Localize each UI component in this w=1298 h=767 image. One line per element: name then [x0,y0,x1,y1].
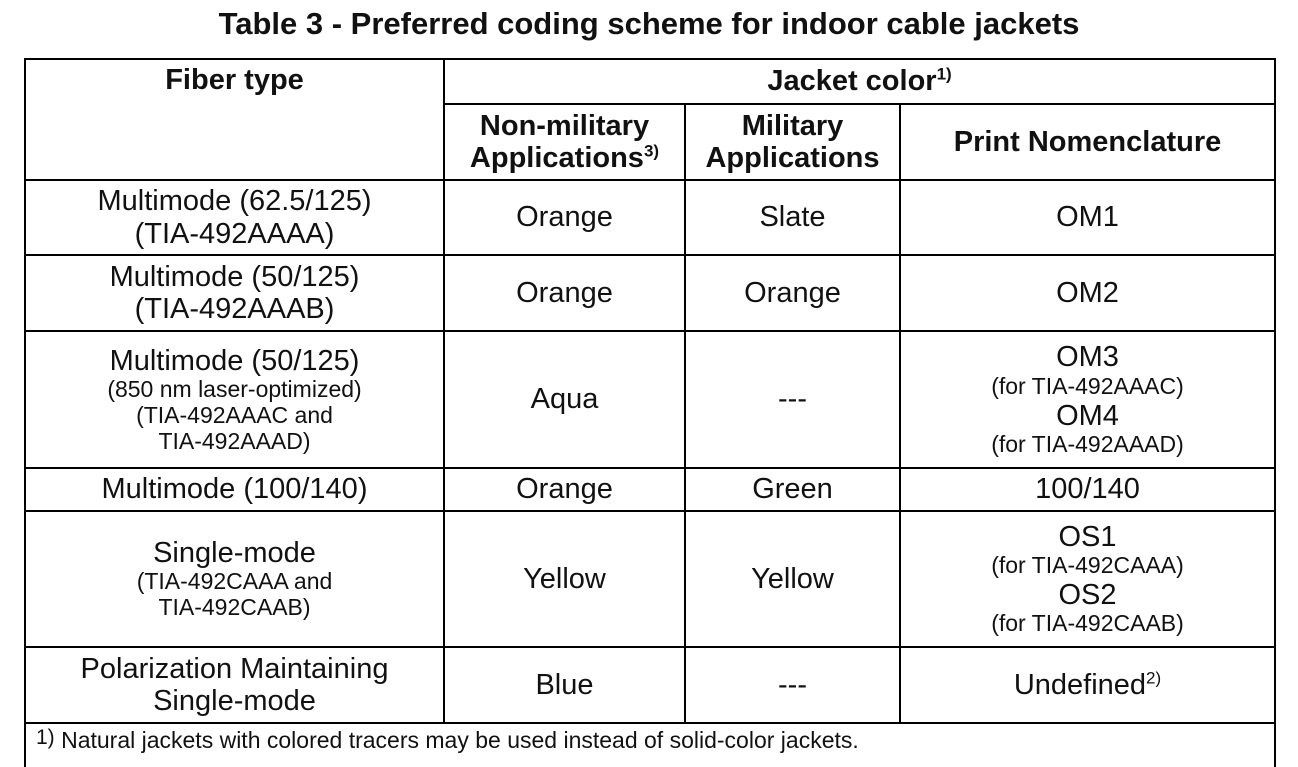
cell-military: Green [685,468,900,511]
cell-non-military: Yellow [444,511,685,647]
header-military [685,104,900,180]
table-row [25,331,1275,468]
cell-fiber-type [25,647,444,723]
print-code-note: (for TIA-492AAAD) [991,430,1184,457]
table-row [25,180,1275,255]
footnote [25,723,1275,767]
fiber-type-line: Single-mode [153,685,316,717]
table-title: Table 3 - Preferred coding scheme for indoor cable jackets [218,6,1080,41]
cell-non-military: Aqua [444,331,685,468]
fiber-type-detail: (850 nm laser-optimized) [107,376,362,403]
cell-fiber-type [25,468,444,511]
header-military-line1: Military [741,109,844,142]
header-fiber-type-label: Fiber type [165,64,304,96]
table-row [25,255,1275,331]
print-code-note: (for TIA-492AAAC) [991,372,1184,399]
cell-print: OM2 [900,255,1275,331]
cell-print [900,331,1275,468]
header-non-military-line2: Applications [469,142,644,174]
cell-military: --- [685,647,900,723]
footnote-row [25,723,1275,767]
fiber-type-line: Single-mode [153,537,316,570]
cell-non-military: Orange [444,468,685,511]
print-code-note: (for TIA-492CAAA) [991,552,1184,579]
fiber-type-detail: TIA-492CAAB) [158,594,311,621]
cell-non-military: Orange [444,180,685,255]
cell-non-military: Orange [444,255,685,331]
fiber-type-detail: (TIA-492CAAA and [136,568,333,595]
table-row [25,468,1275,511]
cell-print [900,511,1275,647]
fiber-type-detail: (TIA-492AAAC and [136,401,333,428]
cell-fiber-type [25,255,444,331]
fiber-type-line: (TIA-492AAAA) [134,217,335,250]
header-non-military-note: 3) [643,141,660,161]
cell-military: --- [685,331,900,468]
fiber-type-line: Multimode (50/125) [109,260,360,293]
print-code: OM3 [1056,341,1119,374]
fiber-type-line: (TIA-492AAAB) [134,293,335,325]
header-non-military [444,104,685,180]
print-code: Undefined [1013,668,1147,701]
print-code-footnote-ref: 2) [1146,668,1162,688]
footnote-marker: 1) [36,726,55,749]
fiber-type-line: Multimode (50/125) [109,344,360,377]
header-non-military-line1: Non-military [479,109,650,142]
print-code-note: (for TIA-492CAAB) [991,610,1184,637]
header-print-nomenclature [900,104,1275,180]
header-row-1 [25,59,1275,104]
print-code: OS2 [1058,579,1117,611]
table-row [25,511,1275,647]
header-jacket-color-label: Jacket color [767,65,937,98]
cell-military: Orange [685,255,900,331]
fiber-type-detail: TIA-492AAAD) [158,427,311,454]
cell-fiber-type [25,331,444,468]
cell-non-military: Blue [444,647,685,723]
header-jacket-color-note: 1) [936,64,952,84]
cell-print: 100/140 [900,468,1275,511]
header-print-nomenclature-label: Print Nomenclature [953,125,1222,158]
coding-scheme-table [24,58,1276,767]
cell-fiber-type [25,180,444,255]
footnote-text: Natural jackets with colored tracers may be used instead of solid-color jackets. [61,727,859,753]
table-row [25,647,1275,723]
fiber-type-line: Multimode (100/140) [101,473,368,506]
header-jacket-color [444,59,1275,104]
print-code: OS1 [1058,520,1117,553]
fiber-type-line: Polarization Maintaining [80,652,389,685]
cell-military: Yellow [685,511,900,647]
header-fiber-type [25,59,444,180]
cell-fiber-type [25,511,444,647]
print-code: OM4 [1056,399,1119,432]
fiber-type-line: Multimode (62.5/125) [97,185,372,218]
cell-print: OM1 [900,180,1275,255]
header-military-line2: Applications [705,142,880,174]
cell-military: Slate [685,180,900,255]
cell-print [900,647,1275,723]
